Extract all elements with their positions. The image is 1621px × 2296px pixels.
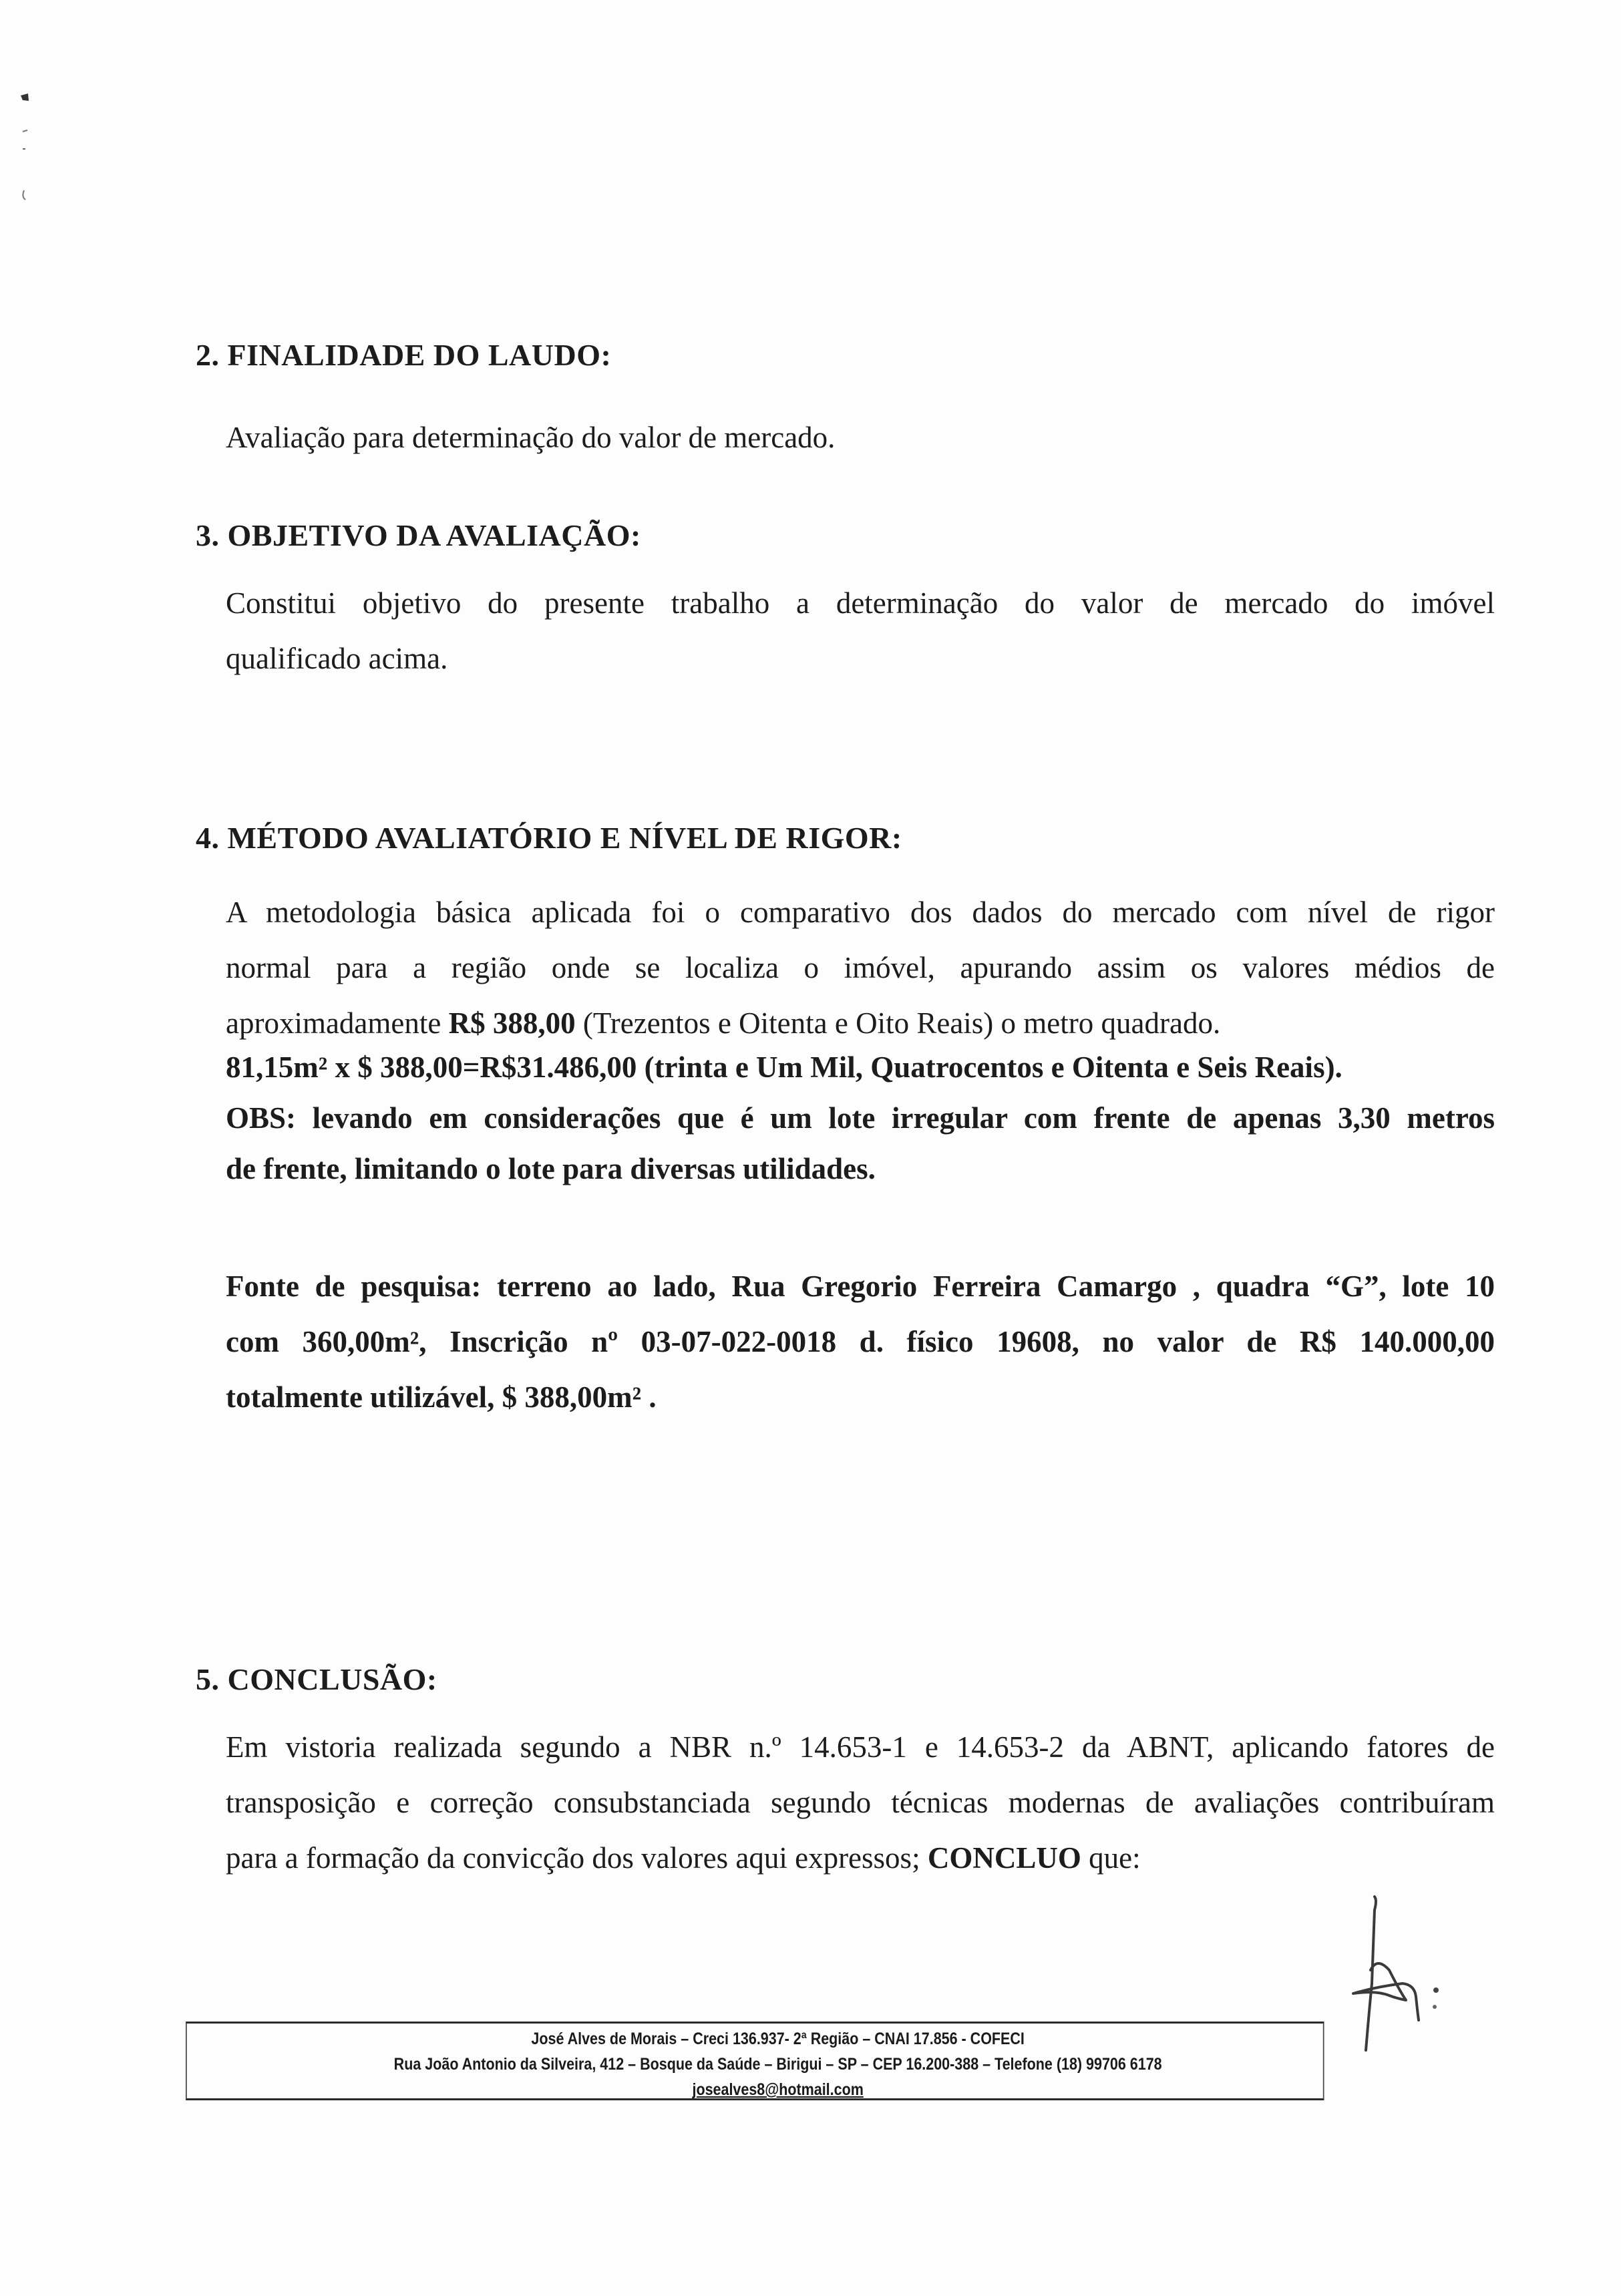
text-line: Avaliação para determinação do valor de mercado. (226, 421, 836, 454)
section-heading-objetivo: 3. OBJETIVO DA AVALIAÇÃO: (196, 518, 641, 552)
text-run: para a formação da convicção dos valores aqui expressos; (226, 1841, 928, 1875)
obs-line: OBS: levando em considerações que é um lote irregular com frente de apenas 3,30 metros (226, 1101, 1495, 1135)
section-heading-finalidade: 2. FINALIDADE DO LAUDO: (196, 338, 612, 372)
calculation-block (226, 1042, 1495, 1194)
text-line: normal para a região onde se localiza o imóvel, apurando assim os valores médios de (226, 951, 1495, 984)
footer-email-link[interactable]: josealves8@hotmail.com (692, 2080, 864, 2099)
research-source-block (226, 1259, 1495, 1425)
text-run: aproximadamente (226, 1006, 449, 1040)
section-body-metodo (226, 885, 1495, 1051)
text-run: que: (1081, 1841, 1141, 1875)
text-line: A metodologia básica aplicada foi o comparativo dos dados do mercado com nível de rigor (226, 896, 1495, 929)
text-line (226, 1831, 1495, 1886)
obs-line: de frente, limitando o lote para diversas utilidades. (226, 1152, 876, 1185)
footer-credentials: José Alves de Morais – Creci 136.937- 2ª Região – CNAI 17.856 - COFECI (531, 2030, 1025, 2048)
footer-address: Rua João Antonio da Silveira, 412 – Bosque da Saúde – Birigui – SP – CEP 16.200-388 – Telefone (18) 99706 6178 (393, 2055, 1162, 2074)
text-line: transposição e correção consubstanciada segundo técnicas modernas de avaliações contribuíram (226, 1786, 1495, 1819)
letterhead-footer (186, 2022, 1324, 2100)
text-line: qualificado acima. (226, 642, 448, 675)
calculation-line: 81,15m² x $ 388,00=R$31.486,00 (trinta e Um Mil, Quatrocentos e Oitenta e Seis Reais). (226, 1050, 1342, 1084)
source-line: totalmente utilizável, $ 388,00m² . (226, 1380, 657, 1414)
text-run: (Trezentos e Oitenta e Oito Reais) o metro quadrado. (575, 1006, 1221, 1040)
section-heading-conclusao: 5. CONCLUSÃO: (196, 1662, 437, 1696)
text-line: Em vistoria realizada segundo a NBR n.º 14.653-1 e 14.653-2 da ABNT, aplicando fatores de (226, 1730, 1495, 1764)
source-line: com 360,00m², Inscrição nº 03-07-022-0018 d. físico 19608, no valor de R$ 140.000,00 (226, 1325, 1495, 1358)
section-body-finalidade (226, 410, 1495, 465)
concluo-emphasis: CONCLUO (927, 1841, 1081, 1875)
scan-artifact-icon (19, 90, 32, 210)
text-line: Constitui objetivo do presente trabalho a determinação do valor de mercado do imóvel (226, 586, 1495, 620)
section-body-objetivo (226, 576, 1495, 687)
price-per-m2: R$ 388,00 (448, 1006, 576, 1040)
section-body-conclusao (226, 1720, 1495, 1886)
source-line: Fonte de pesquisa: terreno ao lado, Rua Gregorio Ferreira Camargo , quadra “G”, lote 10 (226, 1270, 1495, 1303)
signature-icon (1336, 1883, 1469, 2057)
section-heading-metodo: 4. MÉTODO AVALIATÓRIO E NÍVEL DE RIGOR: (196, 821, 902, 855)
